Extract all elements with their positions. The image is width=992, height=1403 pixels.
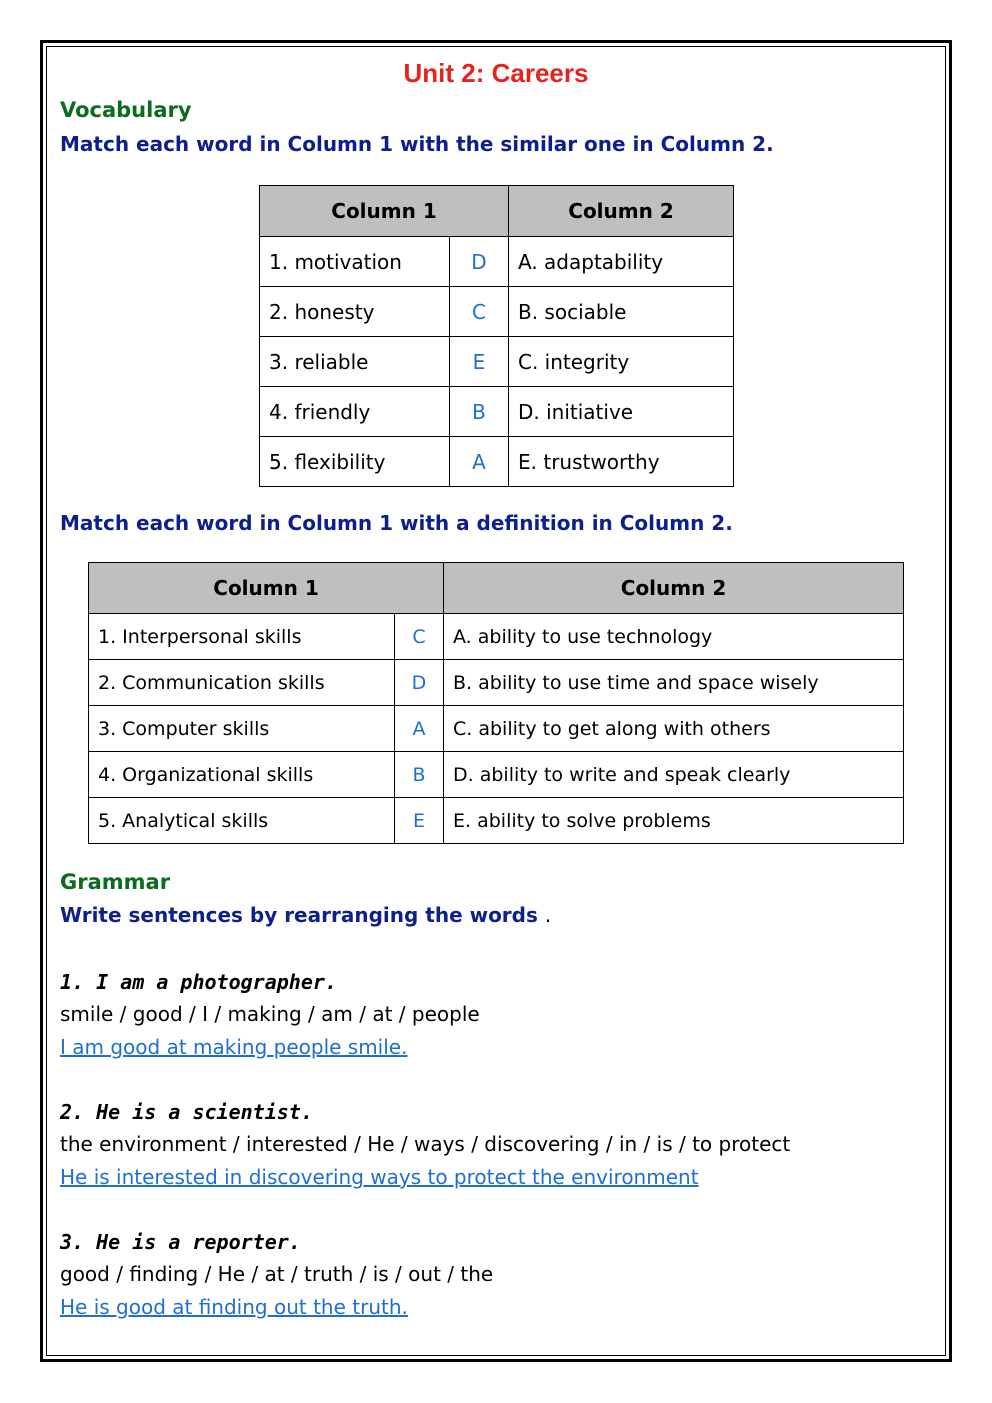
grammar-instruction-period: . — [544, 903, 552, 927]
match-cell: C. integrity — [509, 337, 734, 387]
table-header-row — [89, 563, 904, 614]
word-cell: 4. friendly — [260, 387, 450, 437]
word-cell: 5. Analytical skills — [89, 798, 395, 844]
column2-header: Column 2 — [444, 563, 904, 614]
page-title: Unit 2: Careers — [403, 58, 589, 88]
word-cell: 4. Organizational skills — [89, 752, 395, 798]
word-cell: 1. motivation — [260, 237, 450, 287]
table-row — [89, 660, 904, 706]
question-prompt: 1. I am a photographer. — [60, 970, 337, 994]
answer-cell: E — [450, 337, 509, 387]
table-row — [89, 706, 904, 752]
table-row — [89, 752, 904, 798]
word-cell: 1. Interpersonal skills — [89, 614, 395, 660]
word-cell: 3. reliable — [260, 337, 450, 387]
answer-sentence: He is interested in discovering ways to protect the environment — [60, 1165, 699, 1189]
match-cell: D. ability to write and speak clearly — [444, 752, 904, 798]
answer-sentence: I am good at making people smile. — [60, 1035, 408, 1059]
match-cell: A. ability to use technology — [444, 614, 904, 660]
word-cell: 2. Communication skills — [89, 660, 395, 706]
table-row — [260, 387, 734, 437]
column1-header: Column 1 — [260, 186, 509, 237]
answer-cell: E — [395, 798, 444, 844]
answer-sentence: He is good at finding out the truth. — [60, 1295, 408, 1319]
match-cell: D. initiative — [509, 387, 734, 437]
table-row — [260, 237, 734, 287]
word-cell: 2. honesty — [260, 287, 450, 337]
grammar-heading: Grammar — [60, 870, 171, 894]
task2-instruction: Match each word in Column 1 with a definition in Column 2. — [60, 511, 733, 535]
match-cell: E. trustworthy — [509, 437, 734, 487]
definitions-table — [88, 562, 904, 844]
table-row — [89, 614, 904, 660]
grammar-instruction — [60, 903, 551, 927]
table-row — [89, 798, 904, 844]
answer-cell: C — [395, 614, 444, 660]
column1-header: Column 1 — [89, 563, 444, 614]
answer-cell: D — [395, 660, 444, 706]
word-cell: 5. flexibility — [260, 437, 450, 487]
column2-header: Column 2 — [509, 186, 734, 237]
table-row — [260, 337, 734, 387]
scrambled-words: the environment / interested / He / ways / discovering / in / is / to protect — [60, 1132, 791, 1156]
similar-words-table — [259, 185, 734, 487]
match-cell: C. ability to get along with others — [444, 706, 904, 752]
answer-cell: D — [450, 237, 509, 287]
grammar-instruction-text: Write sentences by rearranging the words — [60, 903, 538, 927]
word-cell: 3. Computer skills — [89, 706, 395, 752]
answer-cell: A — [450, 437, 509, 487]
table-row — [260, 287, 734, 337]
match-cell: B. ability to use time and space wisely — [444, 660, 904, 706]
scrambled-words: smile / good / I / making / am / at / people — [60, 1002, 480, 1026]
question-prompt: 3. He is a reporter. — [60, 1230, 301, 1254]
match-cell: B. sociable — [509, 287, 734, 337]
table-header-row — [260, 186, 734, 237]
answer-cell: C — [450, 287, 509, 337]
answer-cell: B — [395, 752, 444, 798]
table-row — [260, 437, 734, 487]
match-cell: E. ability to solve problems — [444, 798, 904, 844]
answer-cell: B — [450, 387, 509, 437]
task1-instruction: Match each word in Column 1 with the similar one in Column 2. — [60, 132, 774, 156]
question-prompt: 2. He is a scientist. — [60, 1100, 313, 1124]
match-cell: A. adaptability — [509, 237, 734, 287]
vocabulary-heading: Vocabulary — [60, 98, 192, 122]
scrambled-words: good / finding / He / at / truth / is / out / the — [60, 1262, 494, 1286]
answer-cell: A — [395, 706, 444, 752]
